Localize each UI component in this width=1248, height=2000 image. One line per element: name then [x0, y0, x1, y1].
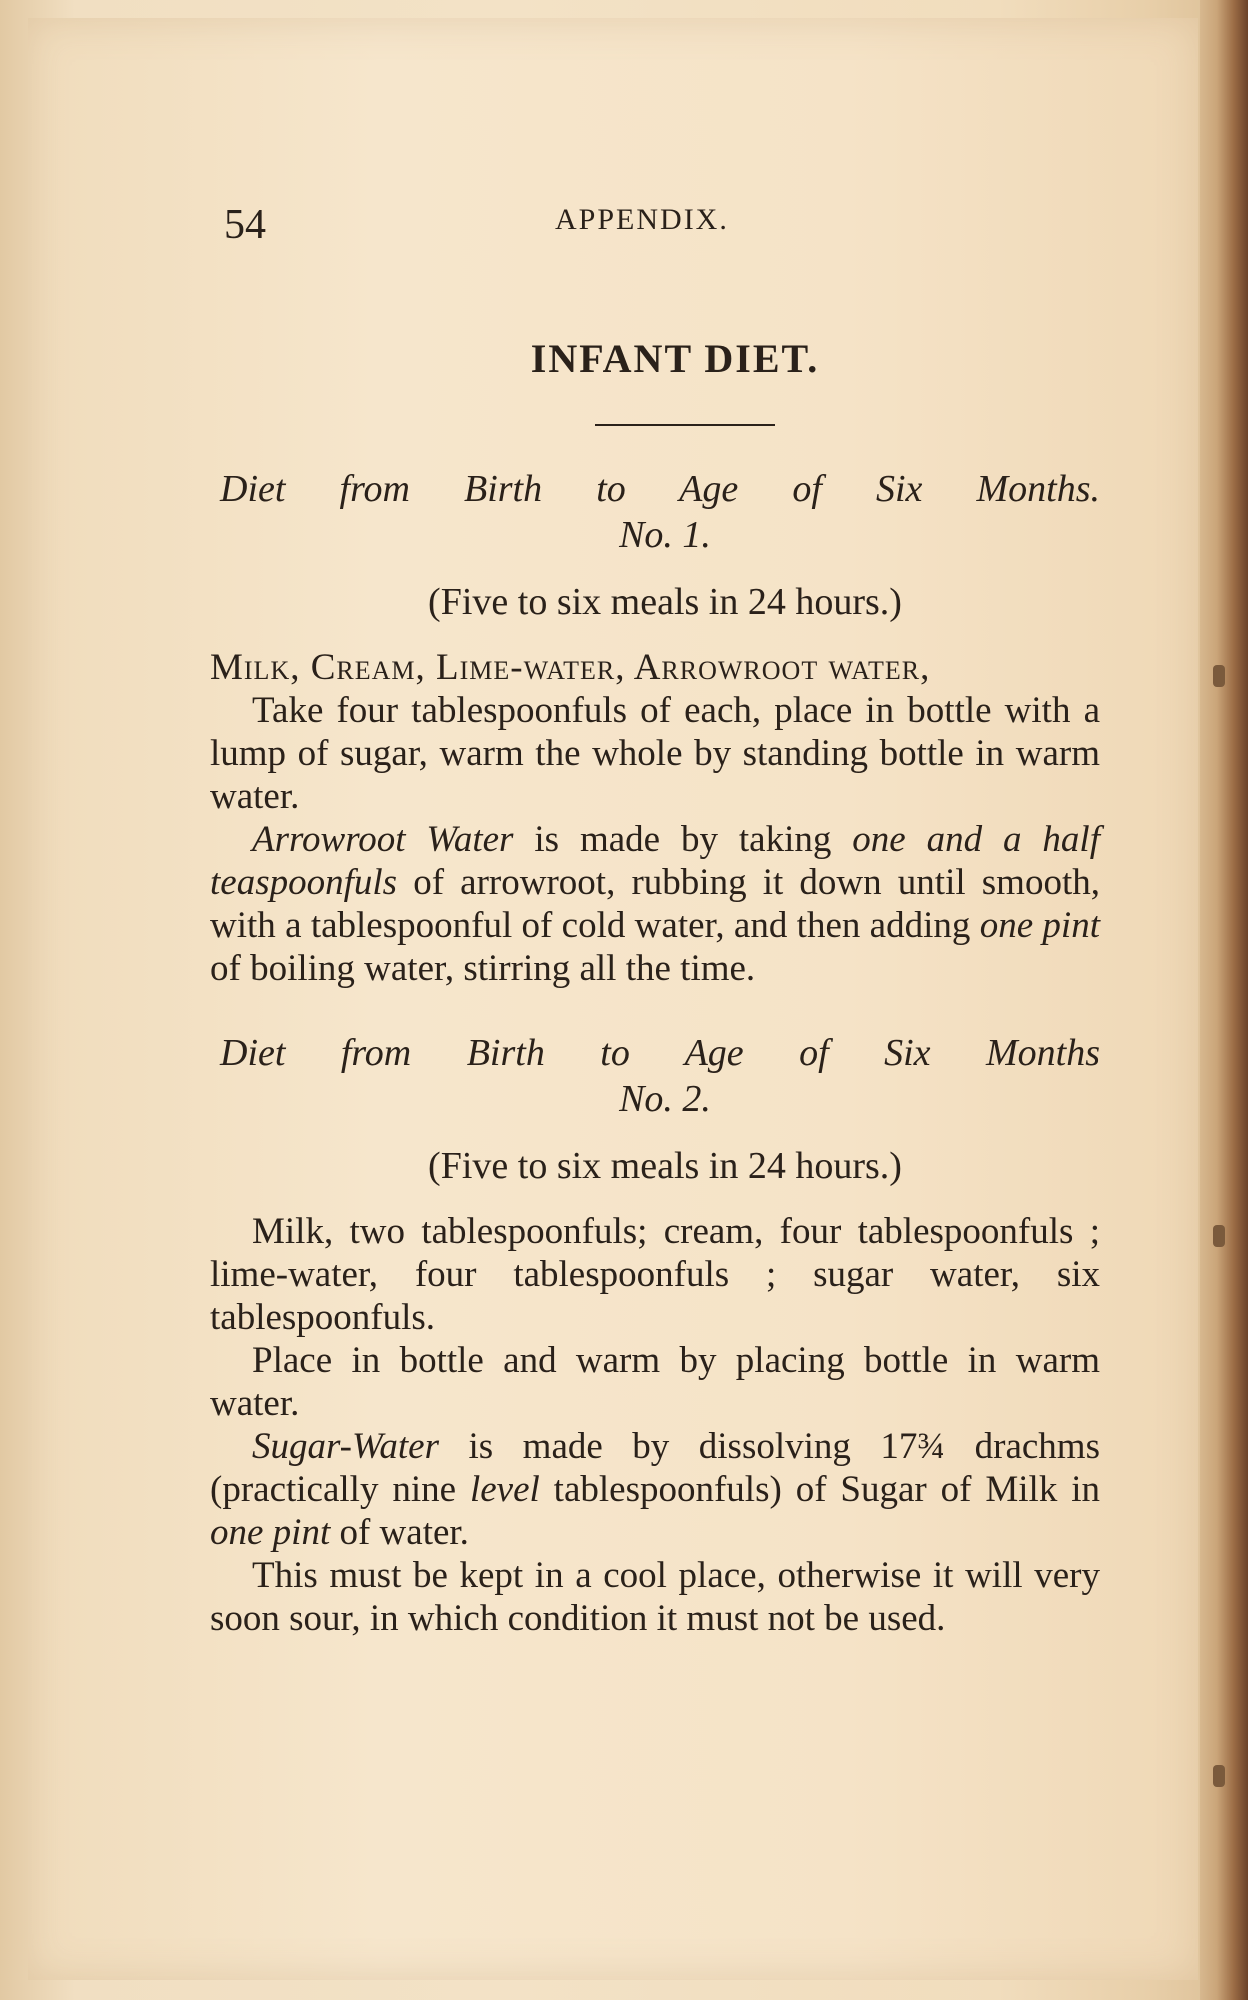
text-run: tablespoonfuls) of Sugar of Milk in: [539, 1469, 1100, 1510]
meals-note: (Five to six meals in 24 hours.): [428, 581, 902, 623]
level-word: level: [469, 1469, 540, 1510]
section-heading: Diet from Birth to Age of Six Months: [220, 1032, 1100, 1074]
page-number: 54: [224, 202, 266, 248]
binding-stitch: [1213, 1765, 1225, 1787]
text-run: of boiling water, stirring all the time.: [210, 948, 756, 989]
placing-paragraph: Place in bottle and warm by placing bottle in warm water.: [210, 1340, 1100, 1424]
page-title: INFANT DIET.: [530, 336, 820, 381]
arrowroot-term: Arrowroot Water: [252, 819, 514, 860]
page-header: [210, 195, 1100, 255]
page-content: [210, 195, 1100, 1640]
running-head: APPENDIX.: [555, 203, 729, 236]
instructions-paragraph: Take four tablespoonfuls of each, place in bottle with a lump of sugar, warm the whole by standing bottle in warm water.: [210, 690, 1100, 817]
section-diet-no-2: [210, 1030, 1100, 1640]
section-number: No. 1.: [619, 514, 711, 556]
text-run: is made by taking: [513, 819, 853, 860]
text-run: is made by dissolving 17¾ drachms (practically nine: [210, 1426, 1100, 1510]
warning-paragraph: This must be kept in a cool place, otherwise it will very soon sour, in which condition it must not be used.: [210, 1555, 1100, 1639]
sugar-water-term: Sugar-Water: [252, 1426, 440, 1467]
text-run: of arrowroot, rubbing it down until smooth, with a tablespoonful of cold water, and then adding: [210, 862, 1100, 946]
title-rule: [595, 424, 775, 426]
section-diet-no-1: [210, 466, 1100, 990]
binding-stitch: [1213, 665, 1225, 687]
section-number: No. 2.: [619, 1078, 711, 1120]
arrowroot-pint: one pint: [979, 905, 1100, 946]
text-run: of water.: [330, 1512, 469, 1553]
arrowroot-paragraph: [210, 818, 1100, 990]
sugar-water-paragraph: [210, 1425, 1100, 1554]
book-spine: [1200, 0, 1248, 2000]
binding-stitch: [1213, 1225, 1225, 1247]
sugar-pint: one pint: [210, 1512, 331, 1553]
section-heading: Diet from Birth to Age of Six Months.: [220, 468, 1100, 510]
recipe-paragraph: Milk, two tablespoonfuls; cream, four tablespoonfuls ; lime-water, four tablespoonfuls ; sugar water, six tablespoonfuls.: [210, 1211, 1100, 1338]
ingredients-line: Milk, Cream, Lime-water, Arrowroot water,: [210, 647, 931, 688]
meals-note: (Five to six meals in 24 hours.): [428, 1145, 902, 1187]
arrowroot-amount: one and a half teaspoonfuls: [210, 819, 1100, 903]
